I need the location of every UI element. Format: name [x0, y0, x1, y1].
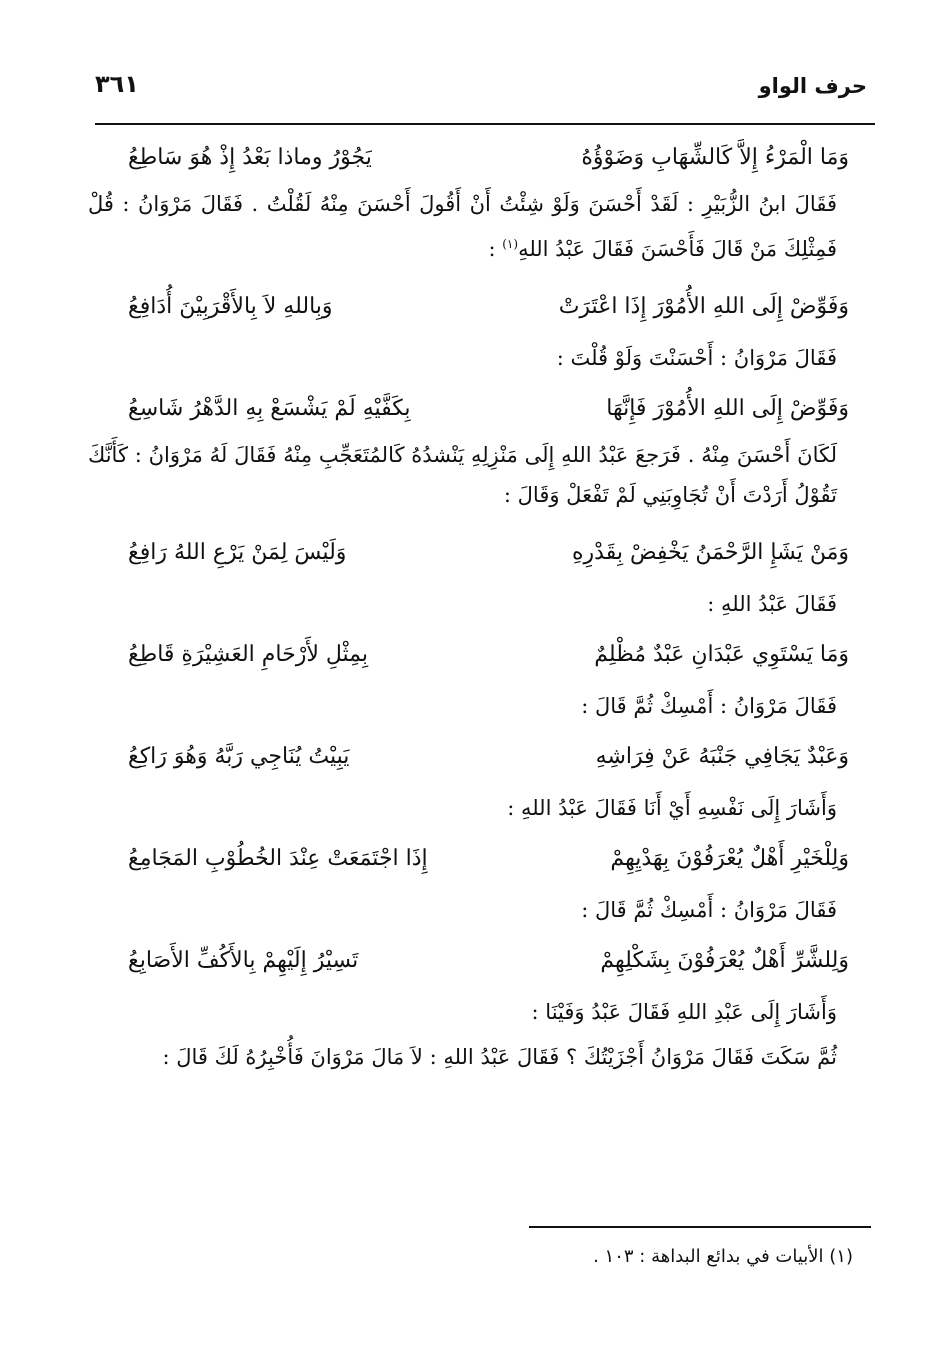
page-body [88, 132, 867, 1089]
verse-first-hemistich: وَمَا الْمَرْءُ إِلاَّ كَالشِّهَابِ وَضَوْؤُهُ [581, 145, 849, 170]
poem-verse [88, 527, 867, 579]
poem-verse [88, 383, 867, 435]
verse-second-hemistich: إِذَا اجْتَمَعَتْ عِنْدَ الخُطُوْبِ المَجَامِعُ [128, 846, 428, 871]
header-rule [95, 123, 875, 125]
page-number: ٣٦١ [95, 70, 139, 98]
verse-second-hemistich: وَلَيْسَ لِمَنْ يَرْعِ اللهُ رَافِعُ [128, 540, 347, 565]
verse-second-hemistich: يَجُوْرُ وماذا بَعْدُ إِذْ هُوَ سَاطِعُ [128, 145, 372, 170]
prose-text: فَقَالَ ابنُ الزُّبَيْرِ : لَقَدْ أَحْسَنَ وَلَوْ شِئْتُ أَنْ أَقُولَ أَحْسَنَ مِنْهُ لَقُلْتُ . فَقَالَ مَرْوَانُ : قُلْ فَمِثْلِكَ مَنْ قَالَ فَأَحْسَنَ فَقَالَ عَبْدُ اللهِ [88, 192, 837, 261]
verse-first-hemistich: وَفَوِّضْ إِلَى اللهِ الأُمُوْرَ فَإِنَّهَا [606, 396, 849, 421]
prose-text: ثُمَّ سَكَتَ فَقَالَ مَرْوَانُ أَجْزَيْتُكَ ؟ فَقَالَ عَبْدُ اللهِ : لاَ مَالَ مَرْوَانَ فَأُخْبِرُهُ لَكَ قَالَ : [162, 1045, 837, 1069]
narration-line: فَقَالَ مَرْوَانُ : أَحْسَنْتَ وَلَوْ قُلْتَ : [556, 346, 837, 370]
poem-verse [88, 935, 867, 987]
verse-second-hemistich: يَبِيْتُ يُنَاجِي رَبَّهُ وَهُوَ رَاكِعُ [128, 744, 350, 769]
narration-line: فَقَالَ مَرْوَانُ : أَمْسِكْ ثُمَّ قَالَ : [581, 898, 837, 922]
verse-first-hemistich: وَمَنْ يَشَإِ الرَّحْمَنُ يَخْفِضْ بِقَدْرِهِ [572, 540, 849, 565]
narration-line: وَأَشَارَ إِلَى عَبْدِ اللهِ فَقَالَ عَبْدُ وَفَيْنَا : [531, 1000, 837, 1024]
narration-line: فَقَالَ مَرْوَانُ : أَمْسِكْ ثُمَّ قَالَ : [581, 694, 837, 718]
prose-text: لَكَانَ أَحْسَنَ مِنْهُ . فَرَجعَ عَبْدُ اللهِ إِلَى مَنْزِلِهِ يَنْشدُهُ كَالمُتَعَجِّبِ مِنْهُ فَقَالَ لَهُ مَرْوَانُ : كَأَنَّكَ تَقُوْلُ أَرَدْتَ أَنْ تُجَاوِبَنِي لَمْ تَفْعَلْ وَقَالَ : [88, 443, 837, 507]
verse-second-hemistich: تَسِيْرُ إِلَيْهِمْ بِالأَكُفِّ الأَصَابِعُ [128, 948, 359, 973]
verse-first-hemistich: وَفَوِّضْ إِلَى اللهِ الأُمُوْرَ إِذَا اعْتَرَتْ [558, 294, 849, 319]
narration-line: فَقَالَ عَبْدُ اللهِ : [707, 592, 837, 616]
verse-second-hemistich: بِمِثْلِ لأَرْحَامِ العَشِيْرَةِ قَاطِعُ [128, 642, 369, 667]
poem-verse [88, 833, 867, 885]
prose-tail: : [488, 237, 503, 261]
poem-verse [88, 132, 867, 184]
poem-verse [88, 731, 867, 783]
poem-verse [88, 281, 867, 333]
verse-second-hemistich: بِكَفَّيْهِ لَمْ يَشْسَعْ بِهِ الدَّهْرُ شَاسِعُ [128, 396, 411, 421]
footnote: (١) الأبيات في بدائع البداهة : ١٠٣ . [593, 1246, 853, 1267]
footnote-rule [529, 1226, 871, 1228]
verse-first-hemistich: وَلِلْخَيْرِ أَهْلٌ يُعْرَفُوْنَ بِهَدْيِهِمْ [610, 846, 849, 871]
prose-paragraph [88, 1037, 867, 1077]
page-header [95, 62, 867, 110]
footnote-reference[interactable]: (١) [502, 237, 519, 251]
narration-line: وَأَشَارَ إِلَى نَفْسِهِ أَيْ أَنَا فَقَالَ عَبْدُ اللهِ : [507, 796, 837, 820]
verse-first-hemistich: وَلِلشَّرِّ أَهْلٌ يُعْرَفُوْنَ بِشَكْلِهِمْ [600, 948, 849, 973]
verse-second-hemistich: وَبِاللهِ لاَ بِالأَقْرَبِيْنَ أُدَافِعُ [128, 294, 333, 319]
verse-first-hemistich: وَمَا يَسْتَوِي عَبْدَانِ عَبْدٌ مُظْلِمٌ [594, 642, 849, 667]
poem-verse [88, 629, 867, 681]
chapter-title: حرف الواو [758, 74, 867, 98]
verse-first-hemistich: وَعَبْدٌ يَجَافِي جَنْبَهُ عَنْ فِرَاشِهِ [595, 744, 849, 769]
prose-paragraph [88, 184, 867, 269]
prose-paragraph [88, 435, 867, 515]
